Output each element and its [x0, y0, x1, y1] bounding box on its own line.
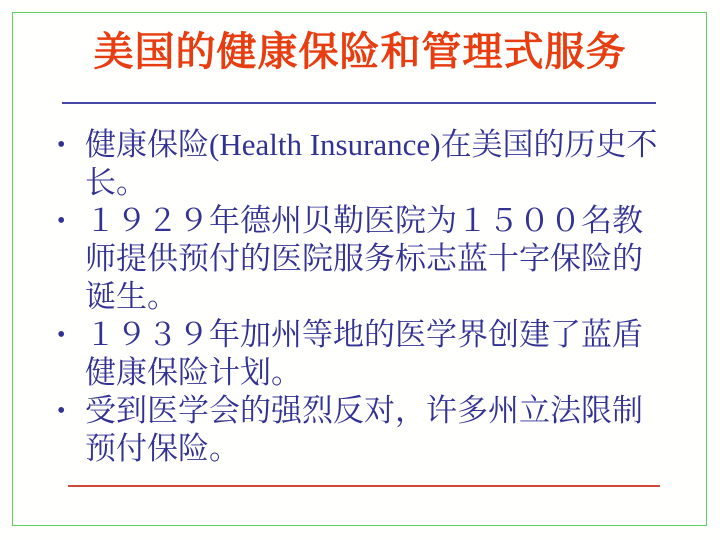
bullet-text-1: 健康保险(Health Insurance)在美国的历史不长。: [85, 127, 658, 200]
footer-divider-line: [68, 485, 660, 487]
bullet-item-1: [55, 126, 673, 202]
bullet-item-2: [55, 202, 673, 316]
bullet-text-4: 受到医学会的强烈反对，许多州立法限制预付保险。: [85, 393, 643, 466]
slide-title: 美国的健康保险和管理式服务: [93, 29, 627, 74]
bullet-list: [55, 126, 675, 468]
bullet-item-4: [55, 392, 673, 468]
bullet-dot-icon: •: [57, 132, 66, 158]
bullet-dot-icon: •: [57, 398, 66, 424]
bullet-text-3: １９３９年加州等地的医学界创建了蓝盾健康保险计划。: [85, 317, 643, 390]
bullet-dot-icon: •: [57, 208, 66, 234]
bullet-item-3: [55, 316, 673, 392]
bullet-dot-icon: •: [57, 322, 66, 348]
bullet-text-2: １９２９年德州贝勒医院为１５００名教师提供预付的医院服务标志蓝十字保险的诞生。: [85, 203, 643, 314]
title-divider-line: [62, 102, 656, 104]
